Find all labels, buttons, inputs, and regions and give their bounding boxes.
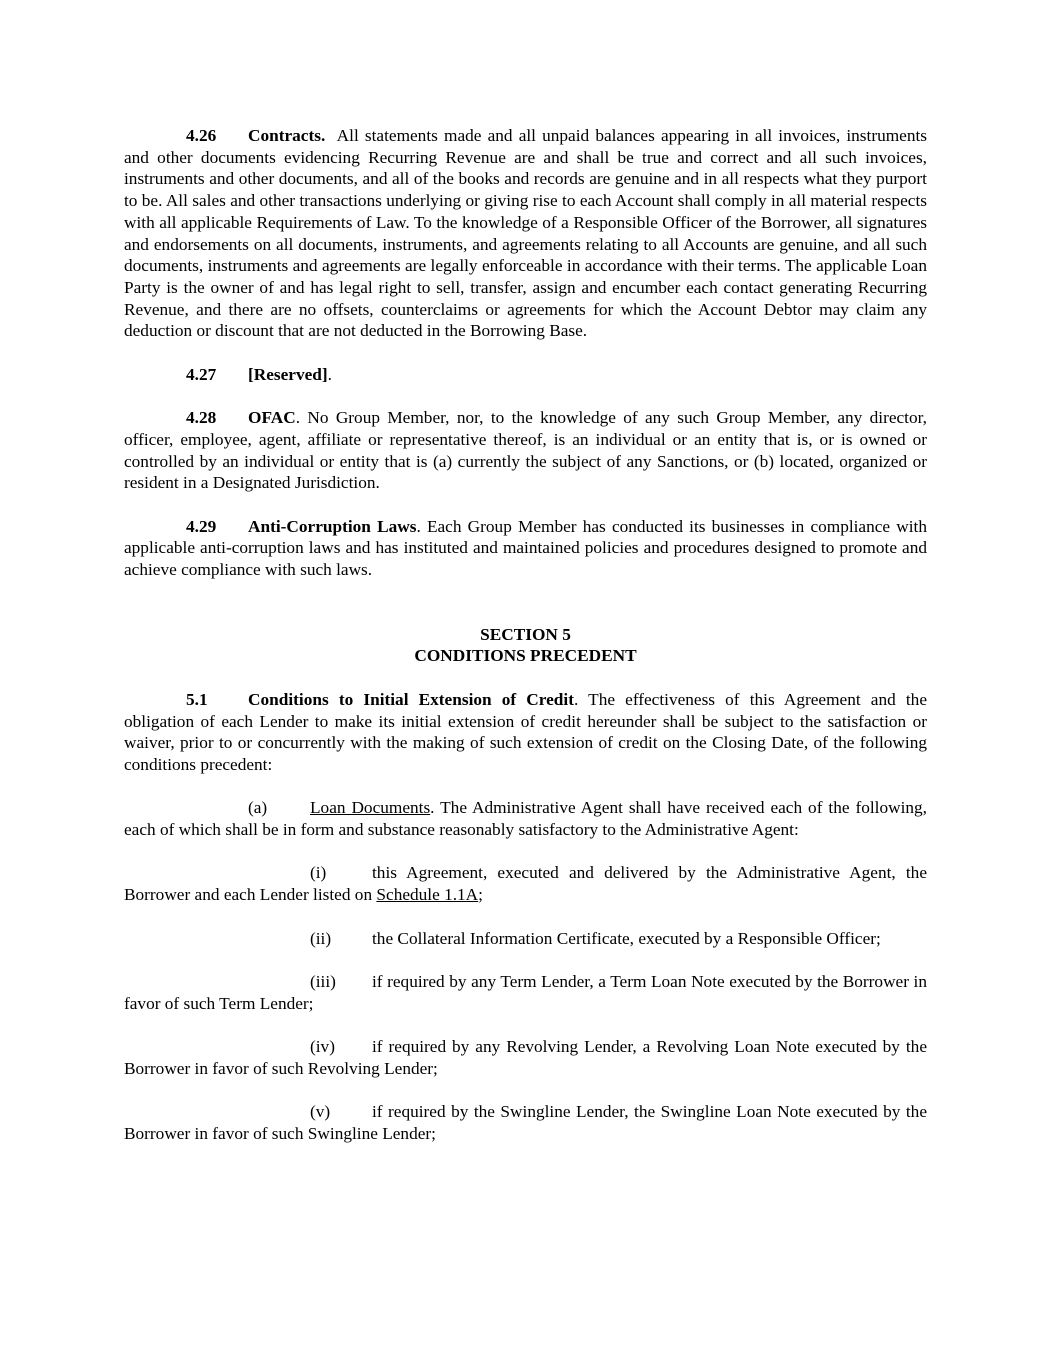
clause-title: Loan Documents xyxy=(310,798,431,818)
item-iii xyxy=(124,971,927,1014)
section-4-26 xyxy=(124,125,927,342)
item-text-end: ; xyxy=(478,885,483,905)
item-text: if required by any Revolving Lender, a Revolving Loan Note executed by the Borrower in favor of such Revolving Lender; xyxy=(124,1036,927,1078)
clause-label: (a) xyxy=(248,798,268,818)
section-body: . xyxy=(327,364,332,384)
item-text: if required by the Swingline Lender, the Swingline Loan Note executed by the Borrower in favor of such Swingline Lender; xyxy=(124,1102,927,1143)
section-body: . The effectiveness of this Agreement and the obligation of each Lender to make its initial extension of credit hereunder shall be subject to the satisfaction or waiver, prior to or concurrently with the making of such extension of credit on the Closing Date, of the following conditions precedent: xyxy=(124,689,927,774)
item-label: (iii) xyxy=(310,971,336,991)
item-ii xyxy=(124,928,927,950)
item-label: (i) xyxy=(310,863,327,883)
section-title: Conditions to Initial Extension of Credit xyxy=(248,689,574,709)
item-label: (v) xyxy=(310,1102,331,1122)
section-5-label: SECTION 5 xyxy=(480,624,571,644)
clause-a xyxy=(124,797,927,840)
section-5-heading xyxy=(124,624,927,667)
item-label: (iv) xyxy=(310,1036,335,1056)
document-page xyxy=(124,125,927,1166)
item-iv xyxy=(124,1036,927,1079)
section-number: 4.28 xyxy=(186,408,217,428)
item-v xyxy=(124,1101,927,1144)
item-label: (ii) xyxy=(310,928,332,948)
item-i xyxy=(124,862,927,905)
section-number: 5.1 xyxy=(186,689,208,709)
section-title: [Reserved] xyxy=(248,364,328,384)
section-body: . No Group Member, nor, to the knowledge of any such Group Member, any director, officer, employee, agent, affiliate or representative thereof, is an individual or an entity that is, or is owned or controlled by an individual or entity that is (a) currently the subject of any Sanctions, or (b) located, organized or resident in a Designated Jurisdiction. xyxy=(124,408,927,493)
section-4-27 xyxy=(124,364,927,386)
section-number: 4.27 xyxy=(186,364,217,384)
item-text: if required by any Term Lender, a Term Loan Note executed by the Borrower in favor of such Term Lender; xyxy=(124,971,927,1013)
item-text: this Agreement, executed and delivered by the Administrative Agent, the Borrower and each Lender listed on xyxy=(124,863,927,905)
section-title: OFAC xyxy=(248,408,296,428)
section-number: 4.26 xyxy=(186,126,217,145)
item-text: the Collateral Information Certificate, executed by a Responsible Officer; xyxy=(372,928,881,948)
section-title: Contracts. xyxy=(248,126,326,145)
schedule-link: Schedule 1.1A xyxy=(376,885,479,905)
section-4-28 xyxy=(124,407,927,494)
section-4-29 xyxy=(124,516,927,581)
section-body: All statements made and all unpaid balances appearing in all invoices, instruments and other documents evidencing Recurring Revenue are and shall be true and correct and all such invoices, instruments and other documents, and all of the books and records are genuine and in all respects what they purport to be. All sales and other transactions underlying or giving rise to each Account shall comply in all material respects with all applicable Requirements of Law. To the knowledge of a Responsible Officer of the Borrower, all signatures and endorsements on all documents, instruments, and agreements relating to all Accounts are genuine, and all such documents, instruments and agreements are legally enforceable in accordance with their terms. The applicable Loan Party is the owner of and has legal right to sell, transfer, assign and encumber each contact generating Recurring Revenue, and there are no offsets, counterclaims or agreements for which the Account Debtor may claim any deduction or discount that are not deducted in the Borrowing Base. xyxy=(124,126,928,341)
section-5-1 xyxy=(124,689,927,776)
clause-body: . The Administrative Agent shall have received each of the following, each of which shall be in form and substance reasonably satisfactory to the Administrative Agent: xyxy=(124,798,927,840)
section-number: 4.29 xyxy=(186,516,217,536)
section-5-title: CONDITIONS PRECEDENT xyxy=(414,646,637,666)
section-title: Anti-Corruption Laws xyxy=(248,516,417,536)
section-body: . Each Group Member has conducted its businesses in compliance with applicable anti-corruption laws and has instituted and maintained policies and procedures designed to promote and achieve compliance with such laws. xyxy=(124,516,927,580)
